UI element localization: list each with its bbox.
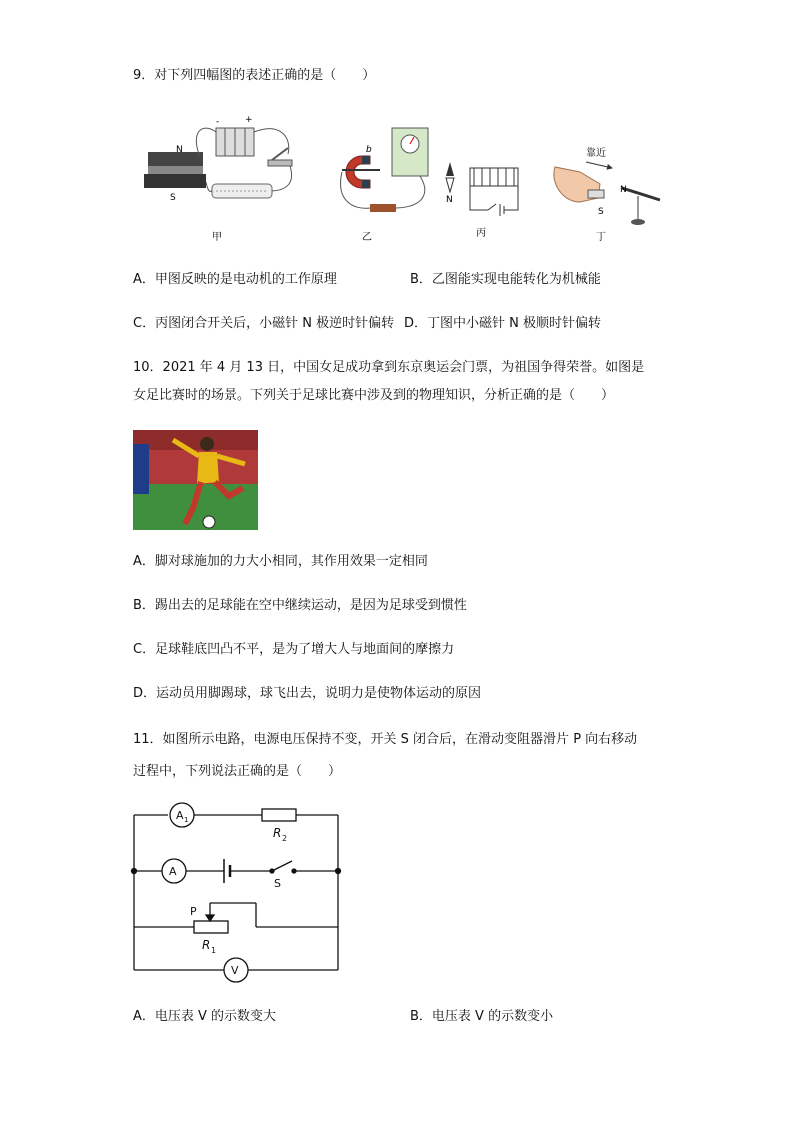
solenoid (470, 168, 518, 186)
p-label: P (190, 905, 197, 918)
q10-option-c: C．足球鞋底凹凸不平，是为了增大人与地面间的摩擦力 (133, 642, 455, 657)
magnet-s-label-ding: S (598, 207, 604, 217)
magnet-bottom (144, 174, 206, 188)
knife-switch (268, 160, 292, 166)
q11-option-b: B．电压表 V 的示数变小 (410, 1009, 554, 1024)
resistor-r2 (262, 809, 296, 821)
label-yi: 乙 (362, 232, 372, 242)
needle-n-label-ding: N (620, 185, 627, 195)
battery-minus-label: - (216, 117, 220, 127)
label-bing: 丙 (476, 228, 486, 239)
q11-circuit (120, 795, 350, 994)
r1-label: R (202, 938, 211, 952)
a1-label: A (176, 809, 184, 822)
compass-needle-top (446, 162, 454, 176)
q9-option-c: C．丙图闭合开关后，小磁针 N 极逆时针偏转 (133, 316, 395, 331)
magnet-n-label: N (176, 145, 183, 155)
q10-option-a: A．脚对球施加的力大小相同，其作用效果一定相同 (133, 554, 428, 569)
q10-stem-line1: 10．2021 年 4 月 13 日，中国女足成功拿到东京奥运会门票，为祖国争得荣誉。如图是 (133, 360, 645, 375)
needle-ding (622, 188, 660, 200)
q10-option-d: D．运动员用脚踢球，球飞出去，说明力是使物体运动的原因 (133, 686, 482, 701)
label-kaojin: 靠近 (586, 148, 606, 159)
switch-yi (370, 204, 396, 212)
a1-sub: 1 (184, 816, 189, 824)
q10-photo (133, 430, 258, 534)
q11-stem-line1: 11．如图所示电路，电源电压保持不变，开关 S 闭合后，在滑动变阻器滑片 P 向右移动 (133, 732, 638, 747)
switch-s (272, 861, 292, 871)
q9-option-a: A．甲图反映的是电动机的工作原理 (133, 272, 337, 287)
battery-plus-label: + (245, 115, 253, 125)
figure-bing (446, 162, 518, 239)
label-jia: 甲 (212, 232, 222, 242)
needle-n-label: N (446, 195, 453, 205)
q11-option-a: A．电压表 V 的示数变大 (133, 1009, 277, 1024)
q9-option-b: B．乙图能实现电能转化为机械能 (410, 272, 601, 287)
switch-bing (488, 204, 496, 210)
r2-sub: 2 (282, 834, 288, 843)
q9-figures (130, 112, 670, 246)
label-ding: 丁 (596, 232, 606, 242)
q9-option-d: D．丁图中小磁针 N 极顺时针偏转 (404, 316, 601, 331)
r1-sub: 1 (211, 946, 217, 955)
s-label: S (274, 877, 281, 890)
figure-yi (341, 128, 428, 242)
bar-magnet (588, 190, 604, 198)
q9-stem: 9．对下列四幅图的表述正确的是（ ） (133, 68, 376, 83)
slider-p (206, 915, 214, 921)
magnet-s-label: S (170, 193, 176, 203)
q10-option-b: B．踢出去的足球能在空中继续运动，是因为足球受到惯性 (133, 598, 467, 613)
q11-stem-line2: 过程中，下列说法正确的是（ ） (133, 764, 342, 779)
figure-jia (144, 115, 292, 242)
rheostat-r1 (194, 921, 228, 933)
r2-label: R (273, 826, 282, 840)
figure-ding (554, 146, 660, 242)
a-label: A (169, 865, 177, 878)
coil-block (148, 166, 203, 174)
v-label: V (231, 964, 239, 977)
rod-b-label: b (366, 145, 372, 155)
q10-stem-line2: 女足比赛时的场景。下列关于足球比赛中涉及到的物理知识，分析正确的是（ ） (133, 388, 615, 403)
